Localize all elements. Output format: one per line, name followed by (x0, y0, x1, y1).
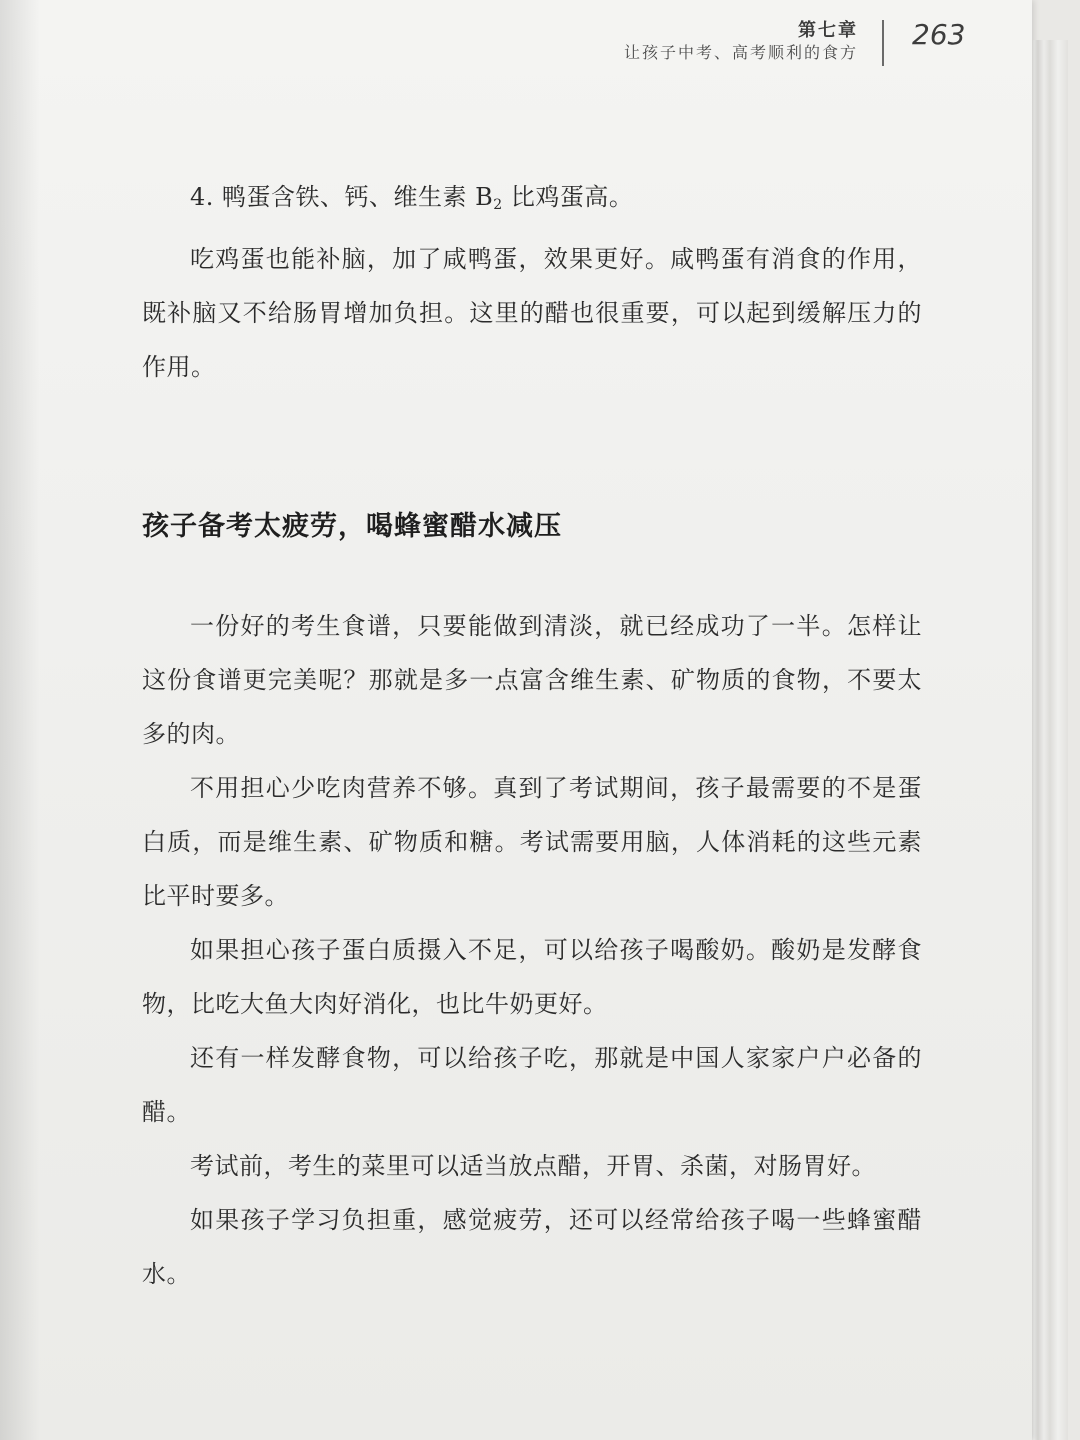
chapter-number: 第七章 (798, 20, 858, 41)
section-paragraph: 不用担心少吃肉营养不够。真到了考试期间，孩子最需要的不是蛋白质，而是维生素、矿物质和糖。考试需要用脑，人体消耗的这些元素比平时要多。 (142, 774, 922, 910)
item4-text-end: 比鸡蛋高。 (502, 183, 634, 211)
section-paragraph: 考试前，考生的菜里可以适当放点醋，开胃、杀菌，对肠胃好。 (190, 1152, 876, 1180)
page-body (142, 170, 922, 1301)
running-header (560, 14, 980, 74)
page-gutter-shadow (0, 0, 40, 1440)
intro-paragraph: 吃鸡蛋也能补脑，加了咸鸭蛋，效果更好。咸鸭蛋有消食的作用，既补脑又不给肠胃增加负担。这里的醋也很重要，可以起到缓解压力的作用。 (142, 245, 922, 381)
section-paragraph: 还有一样发酵食物，可以给孩子吃，那就是中国人家家户户必备的醋。 (142, 1044, 922, 1126)
page-number: 263 (912, 18, 966, 51)
item4-text: 4. 鸭蛋含铁、钙、维生素 B (190, 183, 494, 211)
chapter-title: 让孩子中考、高考顺利的食方 (623, 43, 858, 62)
header-divider (882, 20, 884, 66)
section-paragraph: 一份好的考生食谱，只要能做到清淡，就已经成功了一半。怎样让这份食谱更完美呢？那就是多一点富含维生素、矿物质的食物，不要太多的肉。 (142, 612, 922, 748)
section-heading: 孩子备考太疲劳，喝蜂蜜醋水减压 (142, 511, 562, 542)
section-paragraph: 如果孩子学习负担重，感觉疲劳，还可以经常给孩子喝一些蜂蜜醋水。 (142, 1206, 922, 1288)
section-paragraph: 如果担心孩子蛋白质摄入不足，可以给孩子喝酸奶。酸奶是发酵食物，比吃大鱼大肉好消化，也比牛奶更好。 (142, 936, 922, 1018)
list-item-4 (142, 170, 922, 232)
page-stack-edge (1028, 40, 1068, 1440)
item4-subscript: 2 (493, 197, 503, 213)
